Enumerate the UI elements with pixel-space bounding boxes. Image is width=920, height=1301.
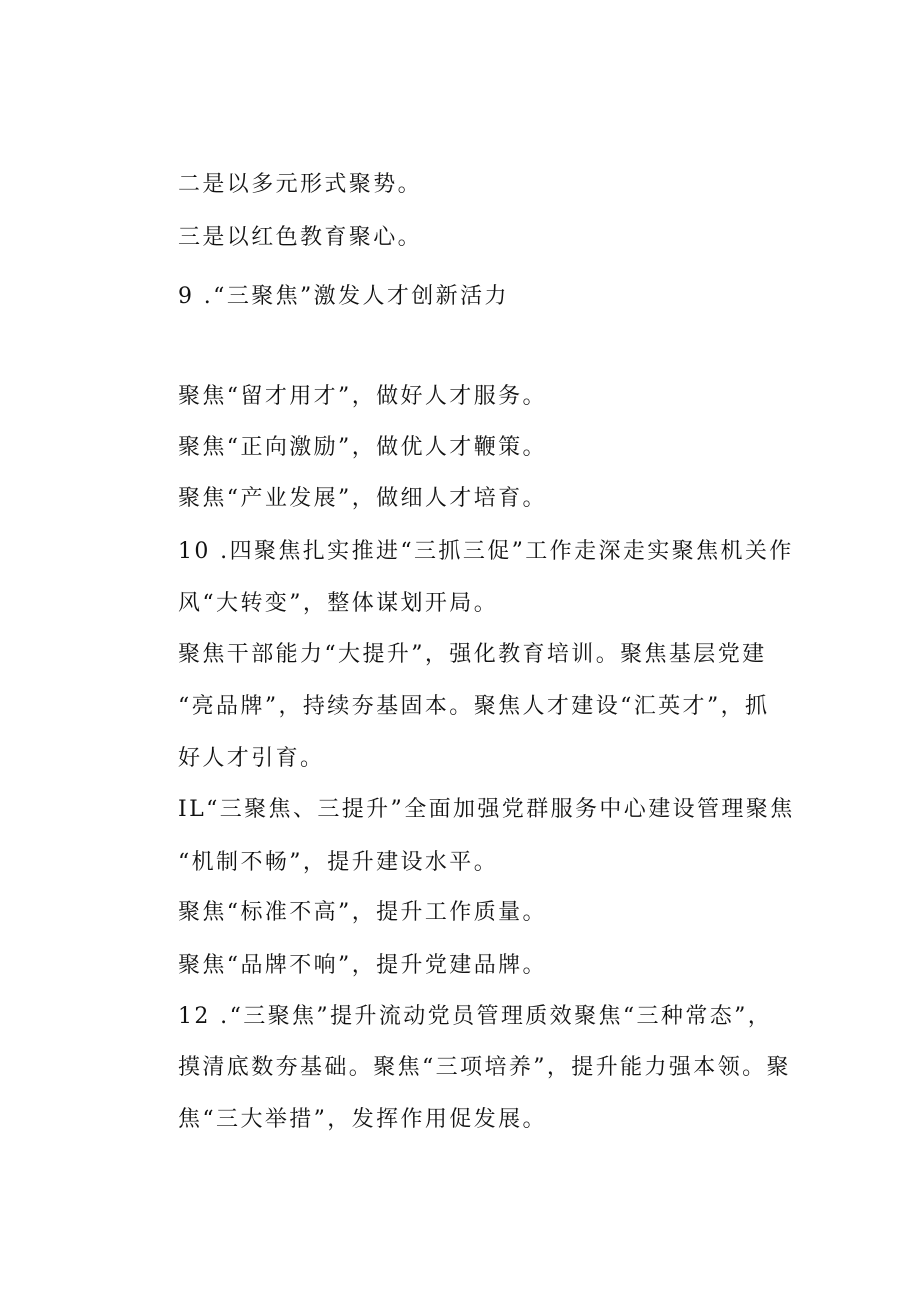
text-line: “机制不畅”，提升建设水平。 — [178, 850, 499, 875]
text-line: 聚焦“留才用才”，做好人才服务。 — [178, 384, 547, 409]
text-line: 聚焦“标准不高”，提升工作质量。 — [178, 900, 547, 925]
section-heading: 12 .“三聚焦”提升流动党员管理质效聚焦“三种常态”， — [178, 1004, 773, 1029]
text-line: 聚焦“正向激励”，做优人才鞭策。 — [178, 435, 547, 460]
text-line: 二是以多元形式聚势。 — [178, 172, 423, 197]
text-line: 聚焦“品牌不响”，提升党建品牌。 — [178, 953, 547, 978]
section-heading: 9 .“三聚焦”激发人才创新活力 — [178, 284, 509, 309]
text-line: “亮品牌”，持续夯基固本。聚焦人才建设“汇英才”，抓 — [178, 694, 770, 719]
text-line: 好人才引育。 — [178, 746, 325, 771]
section-heading: 10 .四聚焦扎实推进“三抓三促”工作走深走实聚焦机关作 — [178, 539, 794, 564]
text-line: 风“大转变”，整体谋划开局。 — [178, 591, 499, 616]
text-line: 聚焦干部能力“大提升”，强化教育培训。聚焦基层党建 — [178, 642, 767, 667]
text-line: 焦“三大举措”，发挥作用促发展。 — [178, 1107, 547, 1132]
text-line: 聚焦“产业发展”，做细人才培育。 — [178, 486, 547, 511]
text-line: 三是以红色教育聚心。 — [178, 225, 423, 250]
text-line: 摸清底数夯基础。聚焦“三项培养”，提升能力强本领。聚 — [178, 1055, 791, 1080]
section-heading: IL“三聚焦、三提升”全面加强党群服务中心建设管理聚焦 — [178, 797, 795, 822]
